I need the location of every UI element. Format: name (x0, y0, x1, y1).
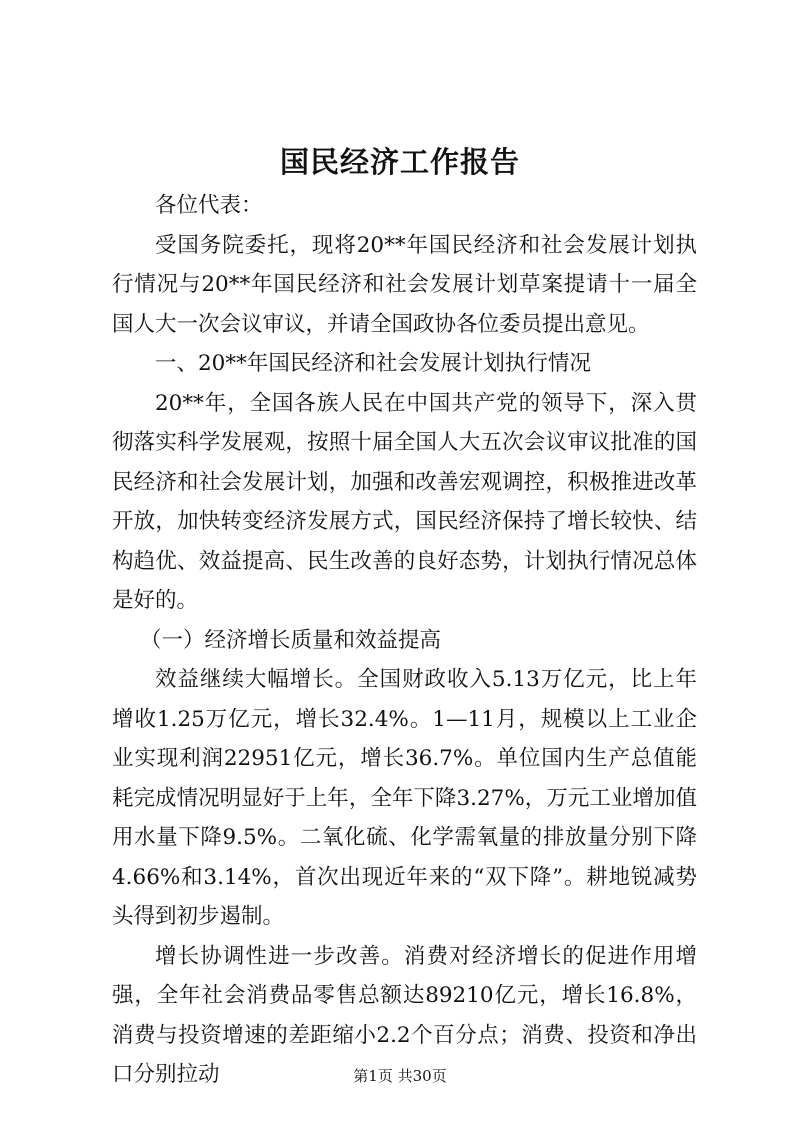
salutation: 各位代表： (155, 193, 263, 218)
section-heading-1: 一、20**年国民经济和社会发展计划执行情况 (155, 351, 591, 376)
paragraph-overview: 20**年，全国各族人民在中国共产党的领导下，深入贯彻落实科学发展观，按照十届全国人大五次会议审议批准的国民经济和社会发展计划，加强和改善宏观调控，积极推进改革开放，加快转变经济发展方式，国民经济保持了增长较快、结构趋优、效益提高、民生改善的良好态势，计划执行情况总体是好的。 (112, 390, 697, 613)
page-footer: 第1页 共30页 (353, 1067, 447, 1085)
paragraph-coordination: 增长协调性进一步改善。消费对经济增长的促进作用增强，全年社会消费品零售总额达89210亿元，增长16.8%，消费与投资增速的差距缩小2.2个百分点；消费、投资和净出口分别拉动 (112, 943, 697, 1087)
paragraph-efficiency: 效益继续大幅增长。全国财政收入5.13万亿元，比上年增收1.25万亿元，增长32.4%。1—11月，规模以上工业企业实现利润22951亿元，增长36.7%。单位国内生产总值能耗完成情况明显好于上年，全年下降3.27%，万元工业增加值用水量下降9.5%。二氧化硫、化学需氧量的排放量分别下降4.66%和3.14%，首次出现近年来的“双下降”。耕地锐减势头得到初步遏制。 (112, 667, 697, 929)
paragraph-intro: 受国务院委托，现将20**年国民经济和社会发展计划执行情况与20**年国民经济和社会发展计划草案提请十一届全国人大一次会议审议，并请全国政协各位委员提出意见。 (112, 232, 697, 337)
document-body (112, 186, 697, 1095)
document-title: 国民经济工作报告 (279, 145, 520, 179)
subsection-heading-1: （一）经济增长质量和效益提高 (139, 627, 441, 653)
